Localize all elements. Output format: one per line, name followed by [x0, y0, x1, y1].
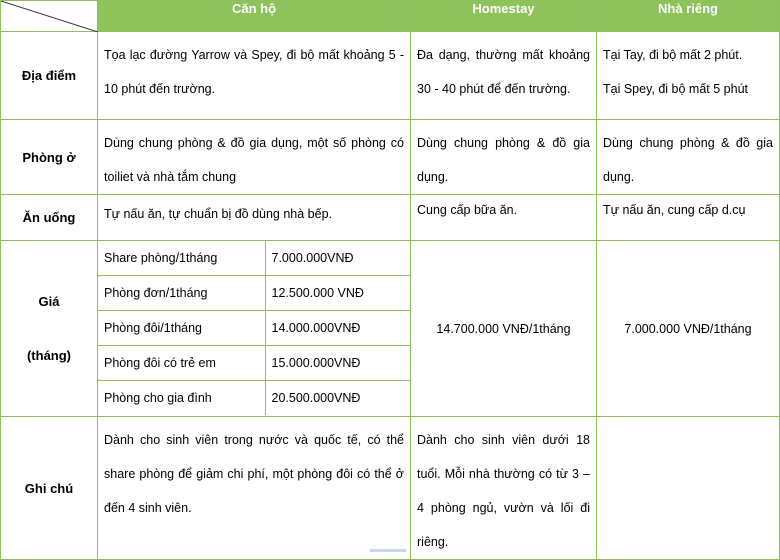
table-row	[98, 311, 410, 346]
price-type: Share phòng/1tháng	[98, 241, 265, 276]
location-house	[597, 32, 780, 120]
row-price	[1, 241, 780, 417]
price-value: 7.000.000VNĐ	[265, 241, 410, 276]
table-row	[98, 381, 410, 416]
label-location: Địa điểm	[1, 32, 98, 120]
note-apartment: Dành cho sinh viên trong nước và quốc tế, có thể share phòng để giảm chi phí, một phòng đôi có thể ở đến 4 sinh viên.	[98, 417, 411, 560]
price-house: 7.000.000 VNĐ/1tháng	[597, 241, 780, 417]
price-type: Phòng đôi có trẻ em	[98, 346, 265, 381]
label-price-line2: (tháng)	[26, 347, 72, 363]
price-apartment-table	[98, 241, 410, 415]
price-homestay: 14.700.000 VNĐ/1tháng	[411, 241, 597, 417]
header-homestay: Homestay	[411, 1, 597, 32]
label-food: Ăn uống	[1, 195, 98, 241]
food-apartment: Tự nấu ăn, tự chuẩn bị đồ dùng nhà bếp.	[98, 195, 411, 241]
location-homestay: Đa dạng, thường mất khoảng 30 - 40 phút để đến trường.	[411, 32, 597, 120]
header-house: Nhà riêng	[597, 1, 780, 32]
room-homestay: Dùng chung phòng & đồ gia dụng.	[411, 120, 597, 195]
price-apartment	[98, 241, 411, 417]
row-food	[1, 195, 780, 241]
room-house: Dùng chung phòng & đồ gia dụng.	[597, 120, 780, 195]
location-apartment: Tọa lạc đường Yarrow và Spey, đi bộ mất khoảng 5 - 10 phút đến trường.	[98, 32, 411, 120]
price-value: 20.500.000VNĐ	[265, 381, 410, 416]
row-note	[1, 417, 780, 560]
price-value: 15.000.000VNĐ	[265, 346, 410, 381]
location-house-line1: Tại Tay, đi bộ mất 2 phút.	[603, 48, 743, 62]
note-house	[597, 417, 780, 560]
header-row	[1, 1, 780, 32]
table-row	[98, 241, 410, 276]
table-row	[98, 276, 410, 311]
row-location	[1, 32, 780, 120]
room-apartment: Dùng chung phòng & đồ gia dụng, một số phòng có toiliet và nhà tắm chung	[98, 120, 411, 195]
price-type: Phòng đơn/1tháng	[98, 276, 265, 311]
header-apartment: Căn hộ	[98, 1, 411, 32]
note-homestay: Dành cho sinh viên dưới 18 tuổi. Mỗi nhà thường có từ 3 – 4 phòng ngủ, vườn và lối đi riêng.	[411, 417, 597, 560]
price-type: Phòng cho gia đình	[98, 381, 265, 416]
price-type: Phòng đôi/1tháng	[98, 311, 265, 346]
label-price	[1, 241, 98, 417]
food-house: Tự nấu ăn, cung cấp d.cụ	[597, 195, 780, 241]
price-value: 14.000.000VNĐ	[265, 311, 410, 346]
label-room: Phòng ở	[1, 120, 98, 195]
row-room	[1, 120, 780, 195]
table-row	[98, 346, 410, 381]
label-price-line1: Giá	[38, 293, 60, 309]
price-value: 12.500.000 VNĐ	[265, 276, 410, 311]
label-note: Ghi chú	[1, 417, 98, 560]
location-house-line2: Tại Spey, đi bộ mất 5 phút	[603, 82, 748, 96]
corner-diagonal-cell	[1, 1, 98, 32]
food-homestay: Cung cấp bữa ăn.	[411, 195, 597, 241]
diagonal-line-icon	[1, 1, 98, 32]
